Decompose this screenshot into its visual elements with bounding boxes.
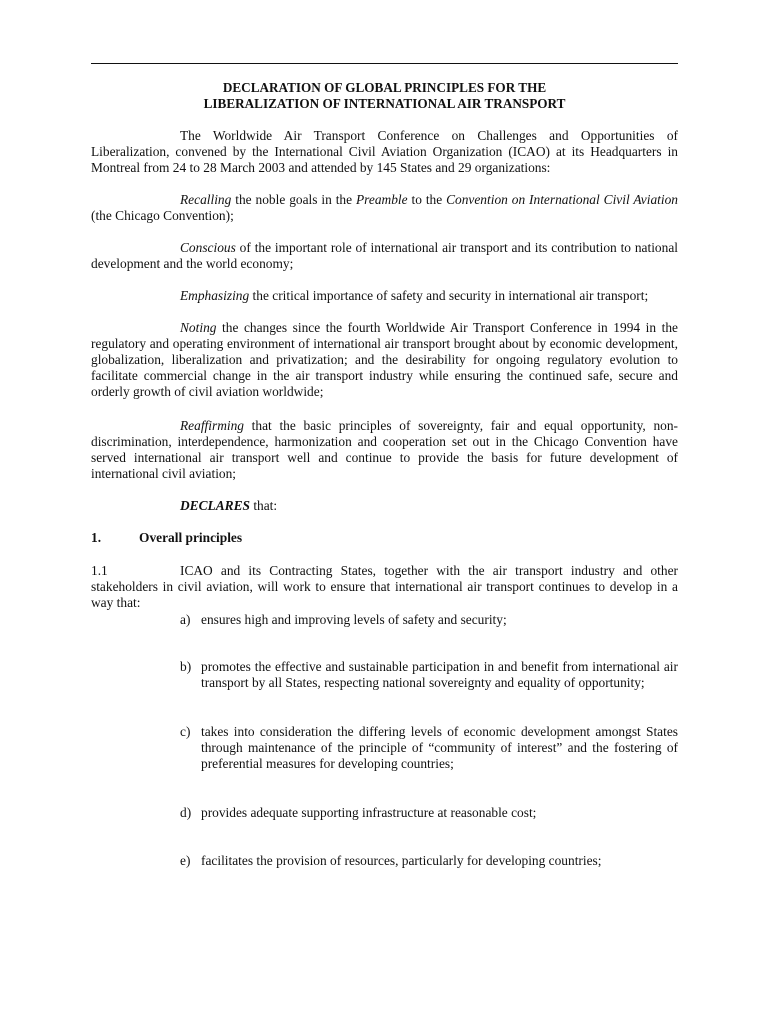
list-marker: e) bbox=[180, 853, 191, 868]
list-item-text: facilitates the provision of resources, particularly for developing countries; bbox=[201, 853, 602, 868]
convention-term: Convention on International Civil Aviation bbox=[446, 192, 678, 207]
list-item-b bbox=[180, 659, 678, 691]
clause-text: ICAO and its Contracting States, together with the air transport industry and other stakeholders in civil aviation, will work to ensure that international air transport continues to develop in a way that: bbox=[91, 563, 678, 610]
recalling-lead: Recalling bbox=[180, 192, 232, 207]
conscious-lead: Conscious bbox=[180, 240, 236, 255]
preamble-term: Preamble bbox=[356, 192, 408, 207]
list-item-d bbox=[180, 805, 678, 821]
list-item-c bbox=[180, 724, 678, 772]
list-item-text: provides adequate supporting infrastructure at reasonable cost; bbox=[201, 805, 537, 820]
recalling-text-1: the noble goals in the bbox=[231, 192, 356, 207]
list-item-text: takes into consideration the differing levels of economic development amongst States through maintenance of the principle of “community of interest” and the fostering of preferential measures for developing countries; bbox=[201, 724, 678, 771]
conscious-text: of the important role of international air transport and its contribution to national development and the world economy; bbox=[91, 240, 678, 271]
recalling-paragraph bbox=[91, 192, 678, 224]
title-line-2: LIBERALIZATION OF INTERNATIONAL AIR TRANSPORT bbox=[203, 96, 566, 111]
recalling-text-2: to the bbox=[407, 192, 447, 207]
recalling-text-3: (the Chicago Convention); bbox=[91, 208, 234, 223]
intro-paragraph: The Worldwide Air Transport Conference on Challenges and Opportunities of Liberalization, convened by the International Civil Aviation Organization (ICAO) at its Headquarters in Montreal from 24 to 28 March 2003 and attended by 145 States and 29 organizations: bbox=[91, 128, 678, 175]
emphasizing-text: the critical importance of safety and security in international air transport; bbox=[249, 288, 649, 303]
list-marker: c) bbox=[180, 724, 191, 739]
declares-paragraph bbox=[91, 498, 678, 514]
section-number: 1. bbox=[91, 530, 102, 545]
conscious-paragraph bbox=[91, 240, 678, 272]
document-title bbox=[91, 80, 678, 112]
top-rule bbox=[91, 63, 678, 64]
noting-lead: Noting bbox=[180, 320, 217, 335]
emphasizing-lead: Emphasizing bbox=[180, 288, 250, 303]
list-item-e bbox=[180, 853, 678, 869]
list-item-text: promotes the effective and sustainable participation in and benefit from international air transport by all States, respecting national sovereignty and equality of opportunity; bbox=[201, 659, 678, 690]
list-item-text: ensures high and improving levels of safety and security; bbox=[201, 612, 507, 627]
emphasizing-paragraph bbox=[91, 288, 678, 304]
list-item-a bbox=[180, 612, 678, 628]
section-heading bbox=[91, 530, 242, 546]
list-marker: a) bbox=[180, 612, 191, 627]
declares-text: that: bbox=[249, 498, 278, 513]
clause-1-1 bbox=[91, 563, 678, 611]
reaffirming-lead: Reaffirming bbox=[180, 418, 244, 433]
noting-text: the changes since the fourth Worldwide Air Transport Conference in 1994 in the regulatory and operating environment of international air transport brought about by economic development, globalization, liberalization and privatization; and the desirability for ongoing regulatory evolution to facilitate commercial change in the air transport industry while ensuring the continued safe, secure and orderly growth of civil aviation worldwide; bbox=[91, 320, 678, 399]
section-title: Overall principles bbox=[139, 530, 243, 545]
list-marker: b) bbox=[180, 659, 192, 674]
reaffirming-paragraph bbox=[91, 418, 678, 482]
clause-number: 1.1 bbox=[91, 563, 108, 578]
reaffirming-text: that the basic principles of sovereignty, fair and equal opportunity, non-discrimination, interdependence, harmonization and cooperation set out in the Chicago Convention have served international air transport well and continue to provide the basis for future development of international civil aviation; bbox=[91, 418, 678, 481]
declares-lead: DECLARES bbox=[180, 498, 250, 513]
title-line-1: DECLARATION OF GLOBAL PRINCIPLES FOR THE bbox=[222, 80, 547, 95]
noting-paragraph bbox=[91, 320, 678, 400]
list-marker: d) bbox=[180, 805, 192, 820]
